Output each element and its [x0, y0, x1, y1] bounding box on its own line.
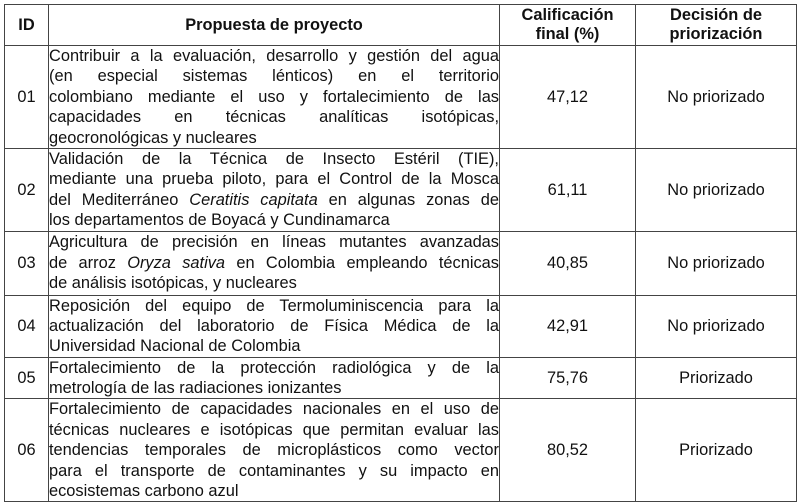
row-decision: No priorizado: [636, 295, 797, 357]
proposal-line: (en especial sistemas lénticos) en el territorio: [49, 67, 499, 86]
proposal-line: ecosistemas carbono azul: [49, 482, 239, 501]
row-score: 61,11: [500, 148, 636, 231]
header-decision-line1: Decisión de: [670, 6, 762, 24]
proposal-line: Fortalecimiento de la protección radiológica y de la: [49, 358, 499, 377]
header-row: [5, 5, 797, 46]
proposal-line: de análisis isotópicas, y nucleares: [49, 274, 297, 293]
row-score: 42,91: [500, 295, 636, 357]
proposal-line: Contribuir a la evaluación, desarrollo y gestión del agua: [49, 47, 499, 65]
header-score: [500, 5, 636, 46]
row-proposal: [49, 399, 500, 502]
row-id: 04: [5, 295, 49, 357]
header-score-line1: Calificación: [521, 6, 614, 24]
proposal-text: del Mediterráneo: [49, 190, 190, 209]
proposal-text: en Colombia empleando técnicas: [225, 253, 499, 272]
table-row: [5, 231, 797, 295]
row-proposal: [49, 295, 500, 357]
row-proposal: [49, 46, 500, 149]
row-proposal: [49, 148, 500, 231]
proposal-line: Fortalecimiento de capacidades nacionales en el uso de: [49, 400, 499, 419]
row-score: 75,76: [500, 357, 636, 399]
table-row: [5, 46, 797, 149]
table-row: [5, 295, 797, 357]
row-id: 01: [5, 46, 49, 149]
proposal-line: Universidad Nacional de Colombia: [49, 337, 301, 356]
proposal-line: metrología de las radiaciones ionizantes: [49, 379, 342, 398]
header-proposal: Propuesta de proyecto: [49, 5, 500, 46]
row-score: 47,12: [500, 46, 636, 149]
header-decision: [636, 5, 797, 46]
proposal-line: capacidades en técnicas analíticas isotópicas,: [49, 108, 499, 127]
row-decision: Priorizado: [636, 399, 797, 502]
proposal-line: técnicas nucleares e isotópicas que permitan evaluar las: [49, 420, 499, 439]
table-row: [5, 357, 797, 399]
row-id: 02: [5, 148, 49, 231]
row-id: 05: [5, 357, 49, 399]
proposal-line: Validación de la Técnica de Insecto Estéril (TIE),: [49, 149, 499, 168]
row-id: 06: [5, 399, 49, 502]
proposal-line: los departamentos de Boyacá y Cundinamarca: [49, 211, 390, 230]
proposal-line: [49, 190, 499, 210]
proposal-text: de arroz: [49, 253, 128, 272]
proposal-text: en algunas zonas de: [317, 190, 499, 209]
row-decision: No priorizado: [636, 148, 797, 231]
header-decision-line2: priorización: [669, 25, 763, 43]
proposal-line: tendencias temporales de microplásticos como vector: [49, 441, 499, 460]
species-name: Oryza sativa: [127, 253, 226, 272]
table-row: [5, 399, 797, 502]
proposal-line: actualización del laboratorio de Física Médica de la: [49, 316, 499, 335]
proposal-line: Reposición del equipo de Termoluminiscencia para la: [49, 296, 499, 315]
proposal-line: colombiano mediante el uso y fortalecimiento de las: [49, 87, 499, 106]
row-decision: No priorizado: [636, 231, 797, 295]
proposal-line: geocronológicas y nucleares: [49, 128, 257, 147]
row-proposal: [49, 357, 500, 399]
header-score-line2: final (%): [535, 25, 600, 43]
proposal-line: [49, 253, 499, 273]
project-prioritization-table: [4, 4, 797, 502]
proposal-line: Agricultura de precisión en líneas mutantes avanzadas: [49, 233, 499, 252]
row-decision: Priorizado: [636, 357, 797, 399]
header-id: ID: [5, 5, 49, 46]
proposal-line: mediante una prueba piloto, para el Control de la Mosca: [49, 170, 499, 189]
proposal-line: para el transporte de contaminantes y su impacto en: [49, 461, 499, 480]
species-name: Ceratitis capitata: [189, 190, 318, 209]
row-decision: No priorizado: [636, 46, 797, 149]
row-score: 40,85: [500, 231, 636, 295]
row-score: 80,52: [500, 399, 636, 502]
row-id: 03: [5, 231, 49, 295]
row-proposal: [49, 231, 500, 295]
table-row: [5, 148, 797, 231]
